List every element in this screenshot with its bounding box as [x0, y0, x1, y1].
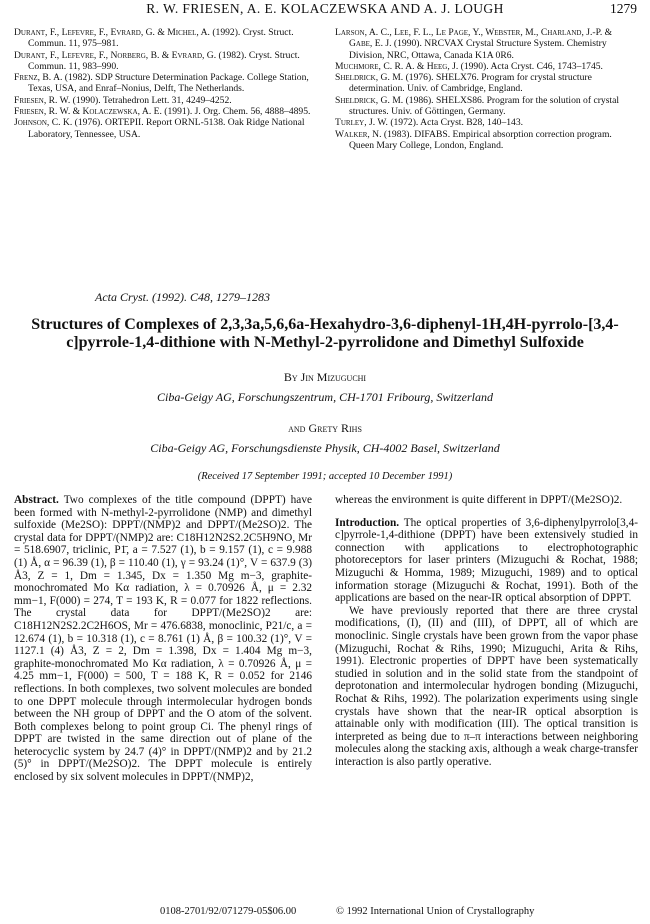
reference-item: Friesen, R. W. & Kolaczewska, A. E. (1991). J. Org. Chem. 56, 4888–4895.	[14, 106, 311, 118]
references-right	[335, 27, 637, 151]
footer-code: 0108-2701/92/071279-05$06.00	[160, 906, 297, 917]
journal-citation: Acta Cryst. (1992). C48, 1279–1283	[95, 290, 270, 304]
reference-item: Turley, J. W. (1972). Acta Cryst. B28, 140–143.	[335, 117, 524, 129]
introduction-paragraph-2: We have previously reported that there are three crystal modifications, (I), (II) and (III), of DPPT, all of which are monoclinic. Single crystals have been grown from the vapor phase (Mizuguchi, Rochat & Rihs, 1990; Mizuguchi, Arita & Rihs, 1991). Electronic properties of DPPT have been systematically studied in solution and in the solid state from the standpoint of deprotonation and intermolecular hydrogen bonding (Mizuguchi, Rochat & Rihs, 1992). The polarization experiments using single crystals have shown that the near-IR optical absorption is attainable only with modification (III). The optical transition is interpreted as being due to π–π interactions between neighboring molecules along the stacking axis, although a weak charge-transfer interaction is also partly operative.	[335, 604, 638, 768]
references-left	[14, 27, 311, 140]
author-secondary: and Grety Rihs	[288, 421, 362, 435]
abstract-continuation: whereas the environment is quite different in DPPT/(Me2SO)2.	[335, 494, 623, 506]
reference-item: Johnson, C. K. (1976). ORTEPII. Report ORNL-5138. Oak Ridge National Laboratory, Tennessee, USA.	[14, 117, 305, 140]
reference-item: Durant, F., Lefevre, F., Evrard, G. & Michel, A. (1992). Cryst. Struct. Commun. 11, 975–981.	[14, 27, 294, 50]
page-number: 1279	[610, 1, 637, 16]
introduction-paragraph-1: The optical properties of 3,6-diphenylpyrrolo[3,4-c]pyrrole-1,4-dithione (DPPT) have been extensively studied in connection with applications to electrophotographic photoreceptors for laser printers (Mizuguchi & Rochat, 1988; Mizuguchi & Homma, 1989; Mizuguchi, 1989) and to optical information storage (Mizuguchi & Rochat, 1991). Both of the applications are based on the near-IR optical absorption of DPPT.	[335, 516, 638, 605]
abstract-column	[14, 494, 312, 784]
abstract-heading: Abstract.	[14, 494, 59, 506]
running-title: R. W. FRIESEN, A. E. KOLACZEWSKA AND A. J. LOUGH	[146, 1, 504, 16]
affiliation-primary: Ciba-Geigy AG, Forschungszentrum, CH-1701 Fribourg, Switzerland	[157, 390, 493, 404]
received-dates: (Received 17 September 1991; accepted 10 December 1991)	[197, 471, 453, 482]
running-header	[0, 0, 650, 20]
reference-item: Sheldrick, G. M. (1986). SHELXS86. Program for the solution of crystal structures. Univ. of Göttingen, Germany.	[335, 94, 620, 118]
abstract-text: Two complexes of the title compound (DPPT) have been formed with N-methyl-2-pyrrolidone (NMP) and dimethyl sulfoxide (Me2SO): DPPT/(NMP)2 and DPPT/(Me2SO)2. The crystal data for DPPT/(NMP)2 are: C18H12N2S2.2C5H9NO, Mr = 518.6907, triclinic, P1̄, a = 7.527 (1), b = 9.157 (1), c = 9.988 (1) Å, α = 96.39 (1), β = 110.40 (1), γ = 93.24 (1)°, V = 637.9 (3) Å3, Z = 1, Dm = 1.345, Dx = 1.350 Mg m−3, graphite-monochromated Mo Kα radiation, λ = 0.70926 Å, μ = 2.32 mm−1, F(000) = 274, T = 193 K, R = 0.077 for 1822 reflections. The crystal data for DPPT/(Me2SO)2 are: C18H12N2S2.2C2H6OS, Mr = 476.6838, monoclinic, P21/c, a = 12.674 (1), b = 10.318 (1), c = 8.761 (1) Å, β = 100.32 (1)°, V = 1127.1 (4) Å3, Z = 2, Dm = 1.398, Dx = 1.404 Mg m−3, graphite-monochromated Mo Kα radiation, λ = 0.70926 Å, μ = 4.25 mm−1, F(000) = 500, T = 188 K, R = 0.052 for 2146 reflections. In both complexes, two solvent molecules are bonded to one DPPT molecule through intermolecular hydrogen bonds between the NH group of DPPT and the O atom of the solvent. Both complexes belong to point group Ci. The phenyl rings of DPPT are twisted in the same direction out of plane of the heterocyclic system by 24.7 (4)° in DPPT/(NMP)2 and by 21.2 (5)° in DPPT/(Me2SO)2. The DPPT molecule is entirely enclosed by six solvent molecules in DPPT/(NMP)2,	[14, 494, 312, 784]
reference-item: Sheldrick, G. M. (1976). SHELX76. Program for crystal structure determination. Univ. of Cambridge, England.	[335, 72, 592, 95]
reference-item: Muchmore, C. R. A. & Heeg, J. (1990). Acta Cryst. C46, 1743–1745.	[335, 60, 603, 72]
article-title: Structures of Complexes of 2,3,3a,5,6,6a-Hexahydro-3,6-diphenyl-1H,4H-pyrrolo-[3,4-c]pyrrole-1,4-dithione with N-Methyl-2-pyrrolidone and Dimethyl Sulfoxide	[31, 316, 619, 351]
author-primary: By Jin Mizuguchi	[283, 370, 367, 384]
reference-item: Durant, F., Lefevre, F., Norberg, B. & Evrard, G. (1982). Cryst. Struct. Commun. 11, 983–990.	[14, 49, 300, 72]
reference-item: Larson, A. C., Lee, F. L., Le Page, Y., Webster, M., Charland, J.-P. & Gabe, E. J. (1990). NRCVAX Crystal Structure System. Chemistry Division, NRC, Ottawa, Canada K1A 0R6.	[335, 27, 613, 61]
affiliation-secondary: Ciba-Geigy AG, Forschungsdienste Physik, CH-4002 Basel, Switzerland	[150, 441, 500, 455]
reference-item: Friesen, R. W. (1990). Tetrahedron Lett. 31, 4249–4252.	[14, 94, 232, 106]
footer-copyright: © 1992 International Union of Crystallography	[336, 906, 535, 917]
reference-item: Walker, N. (1983). DIFABS. Empirical absorption correction program. Queen Mary College, London, England.	[335, 128, 612, 151]
reference-item: Frenz, B. A. (1982). SDP Structure Determination Package. College Station, Texas, USA, and Enraf–Nonius, Delft, The Netherlands.	[14, 72, 309, 95]
body-column	[335, 494, 638, 768]
introduction-heading: Introduction.	[335, 516, 400, 529]
